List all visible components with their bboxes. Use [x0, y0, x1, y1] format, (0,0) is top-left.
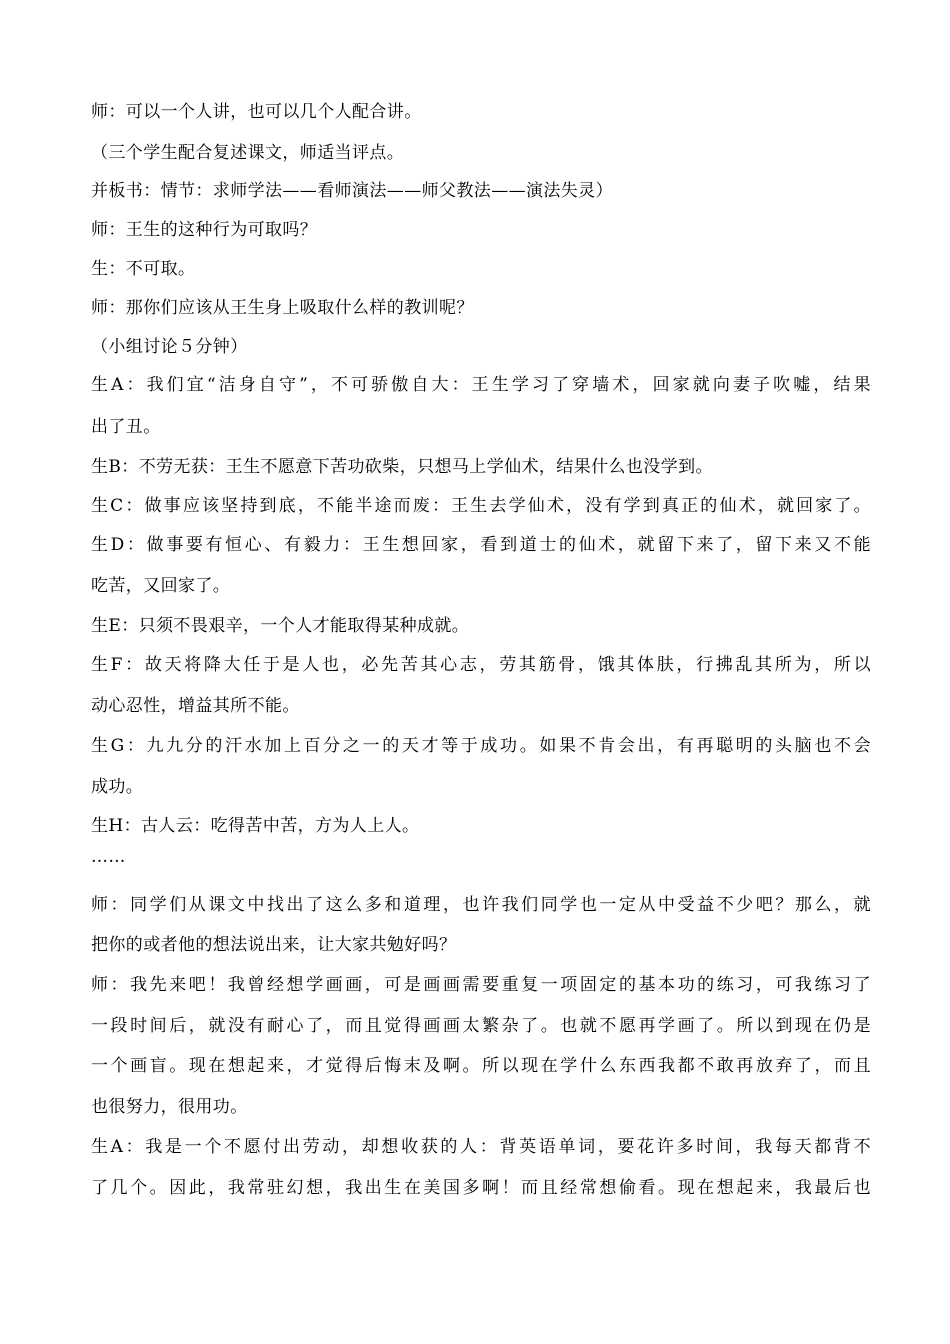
text-line: 了几个。因此，我常驻幻想，我出生在美国多啊！而且经常想偷看。现在想起来，我最后也	[91, 1178, 871, 1198]
text-line: 并板书：情节：求师学法——看师演法——师父教法——演法失灵）	[91, 181, 613, 201]
text-line: 师：同学们从课文中找出了这么多和道理，也许我们同学也一定从中受益不少吧？那么，就	[91, 895, 871, 915]
text-line: 生B：不劳无获：王生不愿意下苦功砍柴，只想马上学仙术，结果什么也没学到。	[91, 457, 713, 477]
text-line: 生：不可取。	[91, 259, 196, 279]
text-line: 一个画盲。现在想起来，才觉得后悔末及啊。所以现在学什么东西我都不敢再放弃了，而且	[91, 1056, 871, 1076]
text-line: 动心忍性，增益其所不能。	[91, 696, 300, 716]
text-line: 生D：做事要有恒心、有毅力：王生想回家，看到道士的仙术，就留下来了，留下来又不能	[91, 535, 871, 555]
text-line: 生F：故天将降大任于是人也，必先苦其心志，劳其筋骨，饿其体肤，行拂乱其所为，所以	[91, 655, 871, 675]
text-line: 生G：九九分的汗水加上百分之一的天才等于成功。如果不肯会出，有再聪明的头脑也不会	[91, 736, 871, 756]
text-line: 师：我先来吧！我曾经想学画画，可是画画需要重复一项固定的基本功的练习，可我练习了	[91, 975, 871, 995]
text-line: 生C：做事应该坚持到底，不能半途而废：王生去学仙术，没有学到真正的仙术，就回家了。	[91, 496, 871, 516]
text-line: （三个学生配合复述课文，师适当评点。	[91, 143, 405, 163]
text-line: 也很努力，很用功。	[91, 1097, 248, 1117]
text-line: 师：那你们应该从王生身上吸取什么样的教训呢？	[91, 298, 474, 318]
text-line: 生E：只须不畏艰辛，一个人才能取得某种成就。	[91, 616, 470, 636]
text-line: 生H：古人云：吃得苦中苦，方为人上人。	[91, 816, 420, 836]
text-line: ……	[91, 847, 126, 867]
text-line: 成功。	[91, 777, 144, 797]
text-line: 师：可以一个人讲，也可以几个人配合讲。	[91, 102, 422, 122]
text-line: 出了丑。	[91, 417, 161, 437]
text-line: 师：王生的这种行为可取吗？	[91, 220, 318, 240]
text-line: 生A：我是一个不愿付出劳动，却想收获的人：背英语单词，要花许多时间，我每天都背不	[91, 1137, 871, 1157]
text-line: 一段时间后，就没有耐心了，而且觉得画画太繁杂了。也就不愿再学画了。所以到现在仍是	[91, 1016, 871, 1036]
text-line: 生A：我们宜“洁身自守”，不可骄傲自大：王生学习了穿墙术，回家就向妻子吹嘘，结果	[91, 375, 871, 395]
text-line: 把你的或者他的想法说出来，让大家共勉好吗？	[91, 935, 457, 955]
text-line: （小组讨论５分钟）	[91, 337, 248, 357]
text-line: 吃苦，又回家了。	[91, 576, 231, 596]
